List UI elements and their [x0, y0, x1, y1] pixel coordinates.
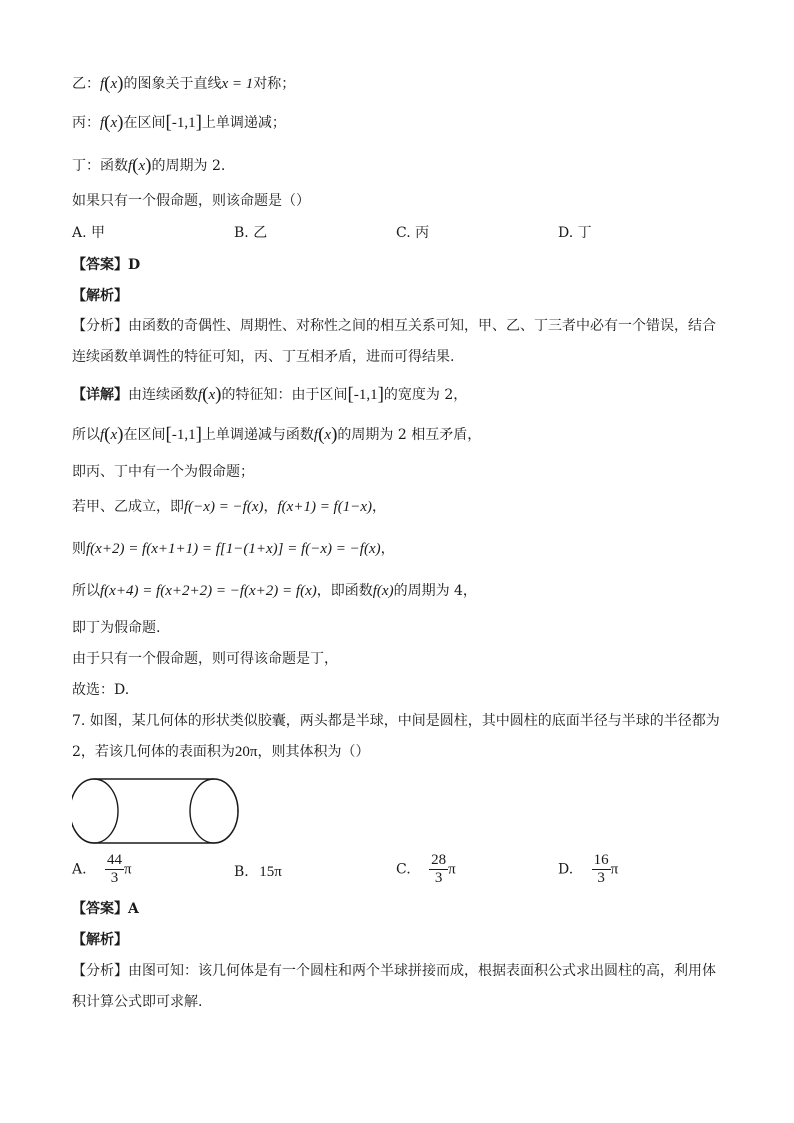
math-expression: f(x+1) = f(1−x) — [277, 499, 372, 515]
option-d: D. $\frac{16}{3}$ π — [558, 852, 619, 886]
option-c: C. $\frac{28}{3}$ π — [396, 852, 456, 886]
detail-line: 即丙、丁中有一个为假命题； — [72, 464, 254, 480]
interval: -1,1 — [171, 115, 196, 131]
question-text: 如果只有一个假命题，则该命题是（） — [72, 193, 310, 209]
math-expression: f(x+2) = f(x+1+1) = f[1−(1+x)] = f(−x) = −f(x) — [86, 541, 381, 557]
answer-label: 【答案】A — [72, 901, 139, 917]
capsule-figure — [72, 775, 242, 847]
fraction: $\frac{16}{3}$ — [593, 852, 609, 886]
option-a: A. $\frac{44}{3}$ π — [72, 852, 132, 886]
question-7-text: 2，若该几何体的表面积为20π，则其体积为（） — [72, 744, 370, 760]
capsule-outline — [72, 779, 238, 843]
detail-line: 则f(x+2) = f(x+1+1) = f[1−(1+x)] = f(−x) = −f(x)， — [72, 541, 395, 557]
analysis-text: 连续函数单调性的特征可知，丙、丁互相矛盾，进而可得结果. — [72, 349, 455, 365]
statement-bing: 丙：f(x)在区间[-1,1]上单调递减； — [72, 112, 286, 133]
right-cylinder-edge — [190, 779, 214, 843]
detail-line: 由于只有一个假命题，则可得该命题是丁， — [72, 651, 338, 667]
detail-line: 所以f(x+4) = f(x+2+2) = −f(x+2) = f(x)，即函数f(x)的周期为 4， — [72, 583, 477, 599]
fraction: $\frac{28}{3}$ — [431, 852, 447, 886]
left-hidden-edge — [72, 779, 94, 843]
option-b: B. 乙 — [234, 225, 268, 241]
math-expression: x = 1 — [221, 76, 254, 92]
analysis-text: 【分析】由图可知：该几何体是有一个圆柱和两个半球拼接而成，根据表面积公式求出圆柱的高，利用体 — [72, 963, 716, 979]
option-c: C. 丙 — [396, 225, 430, 241]
fraction: $\frac{44}{3}$ — [107, 852, 123, 886]
analysis-label: 【解析】 — [72, 932, 128, 948]
math-expression: f(x+4) = f(x+2+2) = −f(x+2) = f(x) — [100, 583, 317, 599]
detail-line: 即丁为假命题. — [72, 620, 161, 636]
analysis-text: 【分析】由函数的奇偶性、周期性、对称性之间的相互关系可知，甲、乙、丁三者中必有一个错误，结合 — [72, 318, 716, 334]
detail-line: 【详解】由连续函数f(x)的特征知：由于区间[-1,1]的宽度为 2， — [72, 384, 468, 405]
right-hidden-edge — [214, 779, 238, 843]
option-a: A. 甲 — [72, 225, 106, 241]
statement-yi: 乙：f(x)的图象关于直线x = 1对称； — [72, 73, 296, 94]
detail-line: 所以f(x)在区间[-1,1]上单调递减与函数f(x)的周期为 2 相互矛盾， — [72, 424, 482, 445]
detail-line: 若甲、乙成立，即f(−x) = −f(x)，f(x+1) = f(1−x)， — [72, 499, 386, 515]
option-d: D. 丁 — [558, 225, 592, 241]
math-expression: f(−x) = −f(x) — [184, 499, 264, 515]
detail-line: 故选：D. — [72, 682, 130, 698]
analysis-label: 【解析】 — [72, 288, 128, 304]
statement-ding: 丁：函数f(x)的周期为 2. — [72, 155, 226, 176]
question-7-text: 7. 如图，某几何体的形状类似胶囊，两头都是半球，中间是圆柱，其中圆柱的底面半径与半球的半径都为 — [72, 713, 720, 729]
analysis-text: 积计算公式即可求解. — [72, 994, 203, 1010]
left-cylinder-edge — [94, 779, 118, 843]
answer-label: 【答案】D — [72, 257, 141, 273]
statement-label: 乙： — [72, 76, 100, 92]
option-b: B. 15π — [234, 864, 282, 880]
